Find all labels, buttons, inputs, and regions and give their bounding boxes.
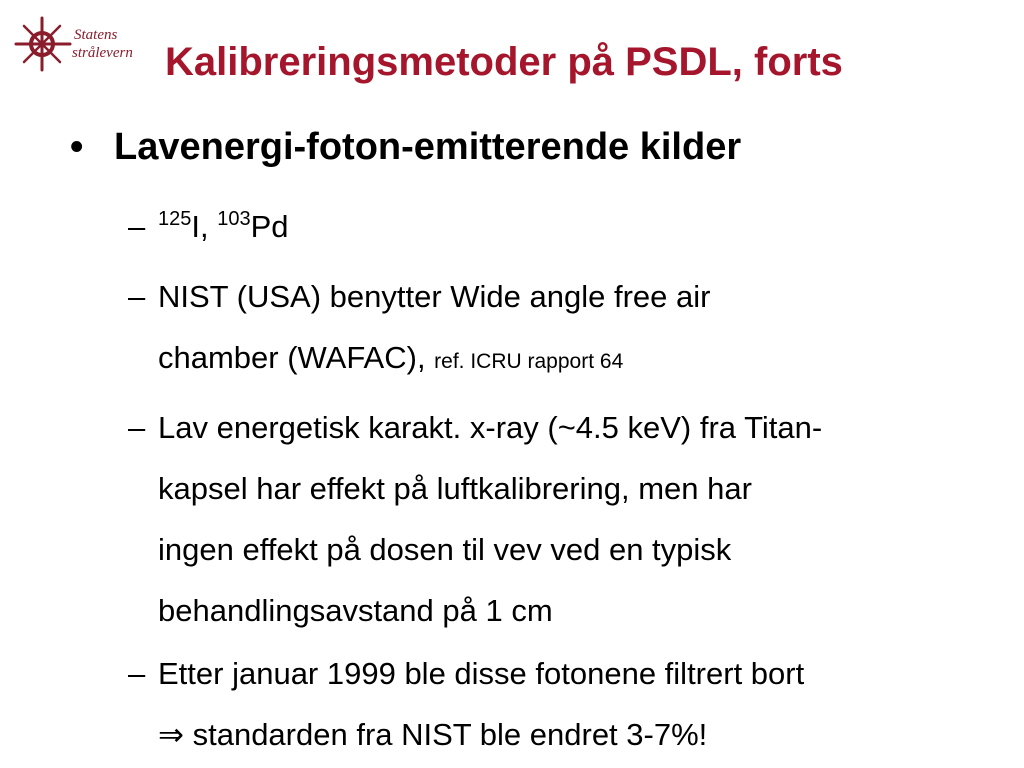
- bullet-text: Lavenergi-foton-emitterende kilder: [114, 126, 742, 168]
- logo: [14, 16, 154, 72]
- logo-line-2: strålevern: [72, 45, 133, 61]
- logo-text: [74, 26, 133, 62]
- lav-line-1: Lav energetisk karakt. x-ray (~4.5 keV) fra Titan-: [158, 410, 823, 445]
- nist-line-2-text: chamber (WAFAC),: [158, 340, 435, 375]
- nist-line-2: [158, 327, 623, 392]
- dash-marker: –: [128, 656, 146, 691]
- nist-line-1: NIST (USA) benytter Wide angle free air: [158, 279, 711, 314]
- mass-number-103: 103: [217, 208, 251, 230]
- etter-line-2-text: standarden fra NIST ble endret 3-7%!: [183, 717, 708, 752]
- lav-line-4: behandlingsavstand på 1 cm: [158, 593, 553, 628]
- mass-number-125: 125: [158, 208, 192, 230]
- compass-star-icon: [14, 16, 74, 72]
- element-palladium: Pd: [250, 209, 289, 244]
- etter-line-2: [158, 704, 707, 765]
- logo-line-1: Statens: [74, 27, 118, 43]
- lav-line-3: ingen effekt på dosen til vev ved en typisk: [158, 532, 732, 567]
- dash-marker: –: [128, 279, 146, 314]
- bullet-symbol: •: [70, 126, 84, 168]
- dash-marker: –: [128, 209, 146, 244]
- element-iodine: I,: [191, 209, 218, 244]
- lav-line-2: kapsel har effekt på luftkalibrering, men har: [158, 471, 752, 506]
- icru-reference: ref. ICRU rapport 64: [434, 350, 624, 373]
- dash-marker: –: [128, 410, 146, 445]
- isotopes-text: [158, 196, 289, 257]
- implies-arrow-icon: ⇒: [158, 717, 184, 752]
- slide-title: Kalibreringsmetoder på PSDL, forts: [165, 40, 843, 84]
- etter-line-1: Etter januar 1999 ble disse fotonene filtrert bort: [158, 656, 805, 691]
